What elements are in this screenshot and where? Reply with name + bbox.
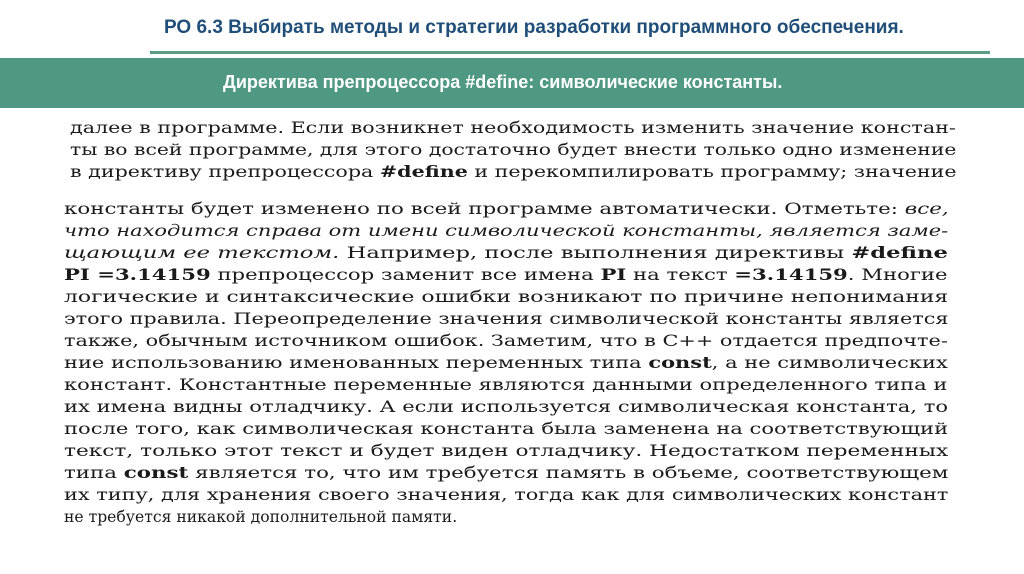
- text-segment: , а не символических: [711, 354, 948, 372]
- text-segment: текст, только этот текст и будет виден отладчику. Недостатком переменных: [64, 442, 949, 460]
- text-line: [64, 418, 948, 440]
- text-line: [64, 440, 948, 462]
- text-segment: щающим ее текстом.: [64, 244, 340, 262]
- text-segment: и перекомпилировать программу; значение: [467, 163, 957, 181]
- text-segment: const: [648, 353, 712, 372]
- header-divider: [150, 51, 990, 54]
- text-segment: =3.14159: [734, 265, 848, 284]
- text-segment: логические и синтаксические ошибки возникают по причине непонимания: [64, 288, 949, 306]
- text-line: [64, 484, 948, 506]
- text-segment: в директиву препроцессора: [70, 163, 380, 181]
- text-line: [64, 374, 947, 396]
- text-line: [64, 352, 948, 374]
- text-segment: препроцессор заменит все имена: [210, 266, 601, 284]
- text-segment: типа: [64, 464, 124, 482]
- text-line: [70, 139, 956, 161]
- text-line: [64, 264, 948, 286]
- text-segment: является то, что им требуется память в объеме, соответствующем: [188, 464, 949, 482]
- slide-subtitle: Директива препроцессора #define: символические константы.: [223, 72, 783, 92]
- text-segment: после того, как символическая константа была заменена на соответствующий: [64, 420, 949, 438]
- text-segment: их типу, для хранения своего значения, тогда как для символических констант: [64, 486, 949, 504]
- text-segment: констант. Константные переменные являются данными определенного типа и: [64, 376, 948, 394]
- text-segment: этого правила. Переопределение значения символической константы является: [64, 310, 949, 328]
- text-segment: PI =3.14159: [64, 265, 211, 284]
- text-line: [64, 308, 948, 330]
- text-line: [64, 506, 457, 528]
- text-segment: константы будет изменено по всей программе автоматически. Отметьте:: [64, 200, 905, 218]
- text-segment: не требуется никакой дополнительной памяти.: [64, 508, 458, 526]
- text-segment: ты во всей программе, для этого достаточно будет внести только одно изменение: [70, 141, 957, 159]
- text-segment: . Многие: [847, 266, 948, 284]
- text-segment: #define: [379, 162, 468, 181]
- text-line: [64, 462, 948, 484]
- text-line: [64, 198, 949, 220]
- text-segment: далее в программе. Если возникнет необходимость изменить значение констан-: [70, 119, 956, 137]
- text-line: [64, 242, 948, 264]
- text-segment: на текст: [626, 266, 735, 284]
- text-segment: также, обычным источником ошибок. Заметим, что в С++ отдается предпочте-: [64, 332, 948, 350]
- text-line: [64, 396, 948, 418]
- text-segment: #define: [851, 243, 948, 262]
- text-segment: Например, после выполнения директивы: [339, 244, 852, 262]
- text-line: [64, 330, 948, 352]
- text-line: [64, 220, 948, 242]
- text-segment: все,: [904, 200, 949, 218]
- text-segment: что находится справа от имени символической константы, является заме-: [64, 222, 949, 240]
- text-segment: const: [123, 463, 189, 482]
- text-segment: ние использованию именованных переменных типа: [64, 354, 649, 372]
- text-segment: их имена видны отладчику. А если используется символическая константа, то: [64, 398, 949, 416]
- slide-title: РО 6.3 Выбирать методы и стратегии разработки программного обеспечения.: [164, 17, 904, 38]
- text-line: [64, 286, 948, 308]
- text-line: [70, 161, 957, 183]
- text-segment: PI: [600, 265, 627, 284]
- text-line: [70, 117, 956, 139]
